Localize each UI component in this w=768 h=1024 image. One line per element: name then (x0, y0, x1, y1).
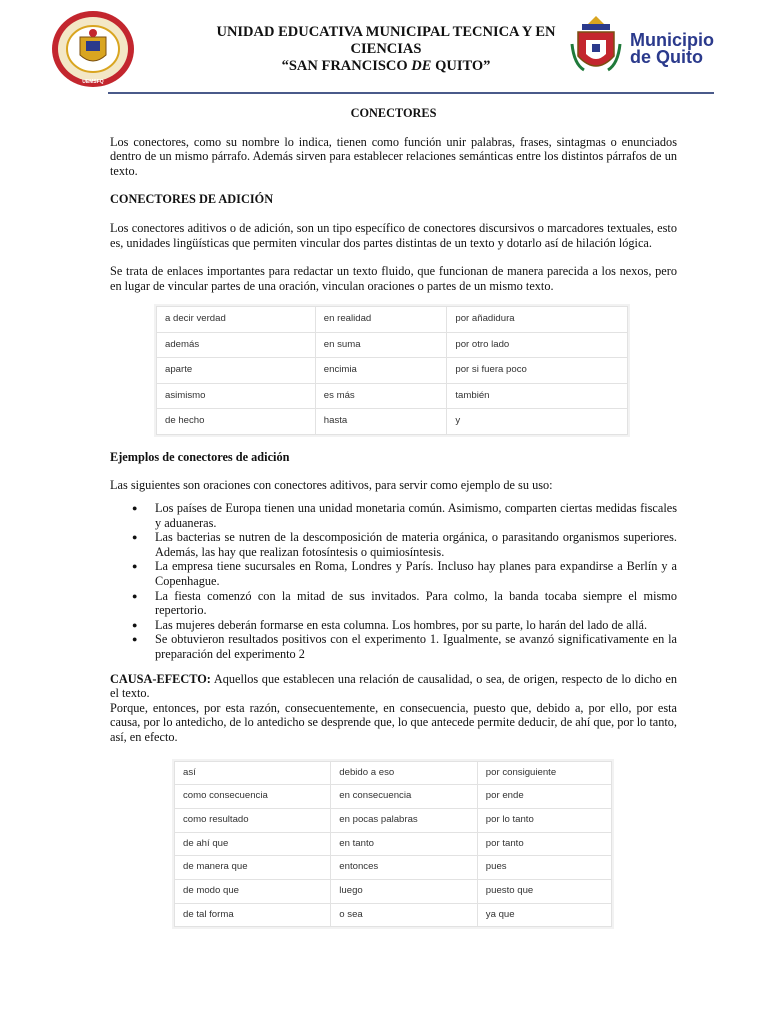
school-seal-logo (50, 9, 136, 89)
examples-intro: Las siguientes son oraciones con conectores aditivos, para servir como ejemplo de su uso: (110, 478, 553, 493)
table-cell: puesto que (477, 879, 611, 903)
table-row (175, 832, 612, 856)
table-cell: por si fuera poco (447, 358, 628, 384)
table-cell: como resultado (175, 808, 331, 832)
examples-heading: Ejemplos de conectores de adición (110, 449, 290, 464)
table-cell: también (447, 383, 628, 409)
table-row (157, 332, 628, 358)
table-cell: por añadidura (447, 307, 628, 333)
list-item: ● Se obtuvieron resultados positivos con el experimento 1. Igualmente, se avanzó significativamente en la preparación del experimento 2 (110, 632, 677, 661)
table-cell: en suma (315, 332, 447, 358)
table-row (175, 808, 612, 832)
addition-heading: CONECTORES DE ADICIÓN (110, 192, 274, 207)
table-cell: de manera que (175, 856, 331, 880)
list-item: ● Las bacterias se nutren de la descomposición de materia orgánica, o parasitando organismos superiores. Además, las hay que realizan fotosíntesis o quimiosíntesis. (110, 530, 677, 559)
title-line-3: “SAN FRANCISCO DE QUITO” (281, 58, 491, 74)
list-item: ● Los países de Europa tienen una unidad monetaria común. Asimismo, comparten ciertas medidas fiscales y aduaneras. (110, 501, 677, 530)
table-row (157, 358, 628, 384)
title-line-1: UNIDAD EDUCATIVA MUNICIPAL TECNICA Y EN (216, 24, 556, 40)
table-cell: asimismo (157, 383, 316, 409)
table-cell: hasta (315, 409, 447, 435)
cause-effect-paragraph: CAUSA-EFECTO: Aquellos que establecen una relación de causalidad, o sea, de origen, respecto de lo dicho en el texto. (110, 671, 677, 701)
table-cell: en consecuencia (331, 785, 477, 809)
examples-list (110, 501, 677, 662)
table-cell: además (157, 332, 316, 358)
table-cell: en tanto (331, 832, 477, 856)
table-cell: pues (477, 856, 611, 880)
table-row (175, 761, 612, 785)
table-cell: es más (315, 383, 447, 409)
table-cell: en pocas palabras (331, 808, 477, 832)
list-item: ● Las mujeres deberán formarse en esta columna. Los hombres, por su parte, lo harán del lado de allá. (110, 618, 677, 633)
table-cell: como consecuencia (175, 785, 331, 809)
municipality-crest-logo (570, 14, 622, 78)
title-line-2: CIENCIAS (350, 41, 422, 57)
table-cell: entonces (331, 856, 477, 880)
table-cell: por tanto (477, 832, 611, 856)
table-row (175, 903, 612, 927)
intro-paragraph: Los conectores, como su nombre lo indica, tienen como función unir palabras, frases, sintagmas o enunciados dentro de un mismo párrafo. Además sirven para establecer relaciones semánticas entre los distintos párrafos de un texto. (110, 134, 677, 178)
table-cell: así (175, 761, 331, 785)
table-cell: debido a eso (331, 761, 477, 785)
addition-connectors-table (154, 304, 630, 437)
table-cell: encimia (315, 358, 447, 384)
table-cell: por ende (477, 785, 611, 809)
table-cell: por consiguiente (477, 761, 611, 785)
cause-effect-list: Porque, entonces, por esta razón, consecuentemente, en consecuencia, puesto que, debido a, por ello, por esta causa, por lo antedicho, de lo antedicho se desprende que, lo que antecede permite deducir, de ahí que, por lo tanto, así, en efecto. (110, 700, 678, 744)
table-cell: o sea (331, 903, 477, 927)
table-row (175, 856, 612, 880)
cause-effect-label: CAUSA-EFECTO: (110, 671, 211, 686)
header-divider (108, 92, 714, 94)
table-row (157, 307, 628, 333)
school-title (176, 24, 596, 75)
list-item: ● La fiesta comenzó con la mitad de sus invitados. Para colmo, la banda tocaba siempre el mismo repertorio. (110, 589, 677, 618)
list-item: ● La empresa tiene sucursales en Roma, Londres y París. Incluso hay planes para expandirse a Berlín y a Copenhague. (110, 559, 677, 588)
table-row (157, 409, 628, 435)
table-row (175, 785, 612, 809)
page-title: CONECTORES (350, 106, 437, 120)
table-cell: ya que (477, 903, 611, 927)
addition-paragraph-2: Se trata de enlaces importantes para redactar un texto fluido, que funcionan de manera parecida a los nexos, pero en lugar de vincular partes de una oración, vinculan oraciones o partes de un mismo texto. (110, 264, 677, 293)
table-cell: en realidad (315, 307, 447, 333)
cause-effect-table (172, 759, 614, 930)
table-cell: aparte (157, 358, 316, 384)
table-cell: por otro lado (447, 332, 628, 358)
table-row (175, 879, 612, 903)
table-cell: a decir verdad (157, 307, 316, 333)
table-cell: luego (331, 879, 477, 903)
table-row (157, 383, 628, 409)
table-cell: de modo que (175, 879, 331, 903)
municipality-brand: Municipio de Quito (630, 30, 714, 67)
table-cell: de hecho (157, 409, 316, 435)
table-cell: por lo tanto (477, 808, 611, 832)
addition-paragraph-1: Los conectores aditivos o de adición, son un tipo específico de conectores discursivos o marcadores textuales, esto es, unidades lingüísticas que permiten vincular dos partes distintas de un texto y dotarlo así de hilación lógica. (110, 220, 677, 250)
svg-text:UEMSFQ: UEMSFQ (82, 79, 104, 85)
table-cell: de ahí que (175, 832, 331, 856)
document-header (0, 0, 768, 96)
document-body (110, 106, 677, 929)
table-cell: de tal forma (175, 903, 331, 927)
table-cell: y (447, 409, 628, 435)
